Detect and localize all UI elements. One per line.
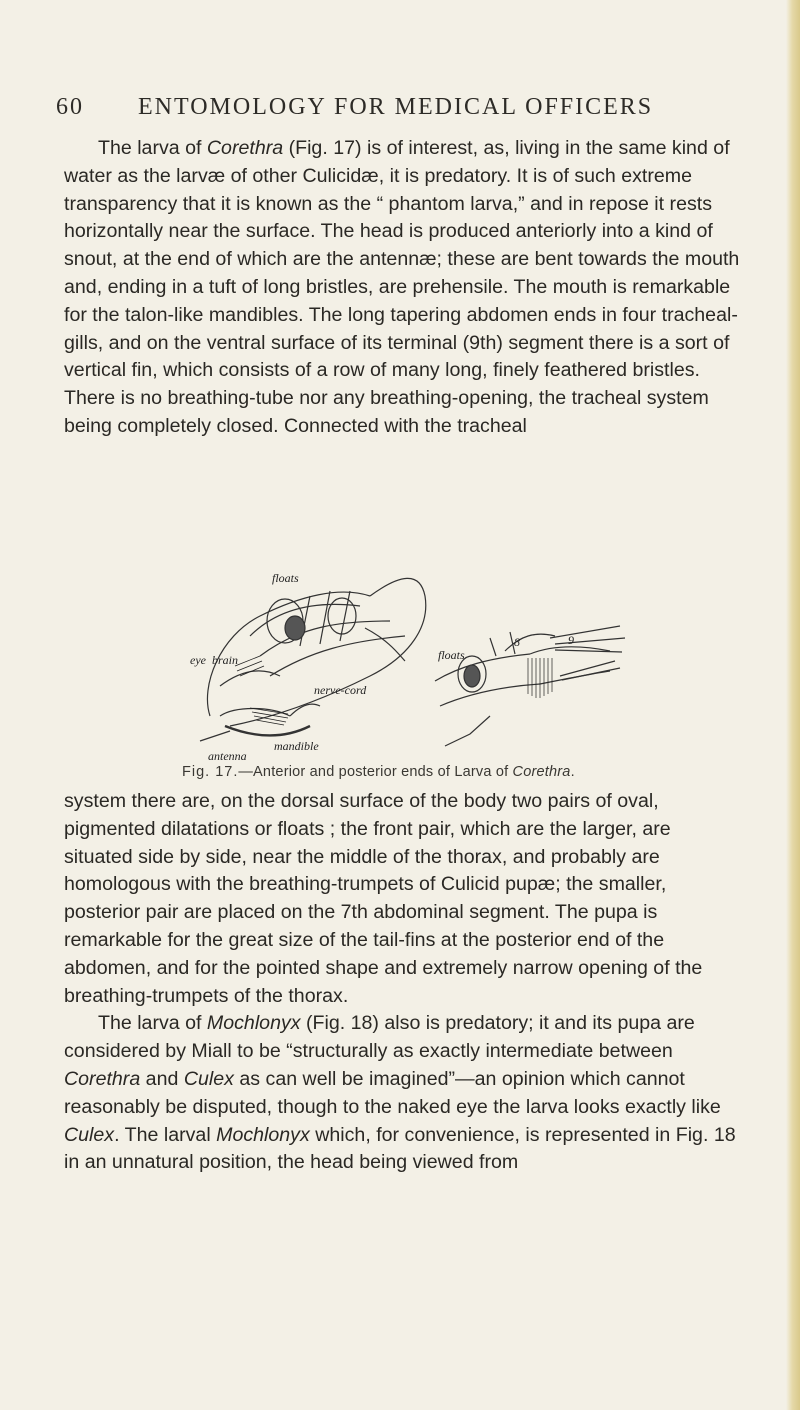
label-antenna: antenna (208, 749, 247, 761)
genus-culex: Culex (183, 1067, 234, 1090)
running-title: ENTOMOLOGY FOR MEDICAL OFFICERS (138, 94, 654, 120)
label-segment-8: 8 (514, 635, 520, 649)
label-nerve-cord: nerve-cord (314, 683, 367, 697)
mandible-shading (235, 656, 288, 725)
genus-mochlonyx: Mochlonyx (206, 1012, 301, 1035)
label-floats-front: floats (272, 571, 299, 585)
larva-illustration (190, 566, 630, 761)
genus-mochlonyx-2: Mochlonyx (216, 1123, 310, 1146)
figure-17 (190, 566, 630, 761)
paragraph-1 (64, 135, 740, 441)
genus-corethra-2: Corethra (64, 1067, 141, 1090)
genus-corethra: Corethra (206, 137, 284, 159)
fin-bristles (528, 658, 552, 698)
figure-caption (182, 764, 575, 780)
posterior-end (435, 626, 625, 746)
caption-label: Fig. 17. (182, 764, 239, 780)
p1-text-b: (Fig. 17) is of interest, as, living in the same kind of water as the larvæ of other Culicidæ, it is predatory. It is of such extreme transparency that it is known as the “ phantom larva,” and in repose it rests horizontally near the surface. The head is produced anteriorly into a kind of snout, at the end of which are the antennæ; these are bent towards the mouth and, ending in a tuft of long bristles, are prehensile. The mouth is remarkable for the talon-like mandibles. The long tapering abdomen ends in four tracheal-gills, and on the ventral surface of its terminal (9th) segment there is a sort of vertical fin, which consists of a row of many long, finely feathered bristles. There is no breathing-tube nor any breathing-opening, the tracheal system being completely closed. Connected with the tracheal (64, 137, 740, 437)
paragraph-3: The larva of Mochlonyx (Fig. 18) also is predatory; it and its pupa are considered by Miall to be “structurally as exactly intermediate between Corethra and Culex as can well be imagined”—an opinion which cannot reasonably be disputed, though to the naked eye the larva looks exactly like Culex. The larval Mochlonyx which, for convenience, is represented in Fig. 18 in an unnatural position, the head being viewed from (64, 1012, 736, 1174)
label-brain: brain (212, 653, 239, 667)
caption-genus: Corethra (512, 764, 571, 780)
page-number: 60 (56, 94, 84, 120)
label-floats-rear: floats (438, 648, 465, 662)
label-eye: eye (190, 653, 206, 667)
paragraph-2: system there are, on the dorsal surface of the body two pairs of oval, pigmented dilatations or floats ; the front pair, which are the larger, are situated side by side, near the middle of the thorax, and probably are homologous with the breathing-trumpets of Culicid pupæ; the smaller, posterior pair are placed on the 7th abdominal segment. The pupa is remarkable for the great size of the tail-fins at the posterior end of the abdomen, and for the pointed shape and extremely narrow opening of the breathing-trumpets of the thorax. (64, 790, 703, 1007)
label-segment-9: 9 (568, 633, 574, 647)
caption-text: —Anterior and posterior ends of Larva of (238, 764, 513, 780)
caption-end: . (570, 764, 575, 780)
page-edge (786, 0, 800, 1410)
label-mandible: mandible (274, 739, 319, 753)
p1-text-a: The larva of (98, 137, 207, 159)
paragraph-2-3 (64, 788, 740, 1177)
genus-culex-2: Culex (64, 1123, 115, 1146)
